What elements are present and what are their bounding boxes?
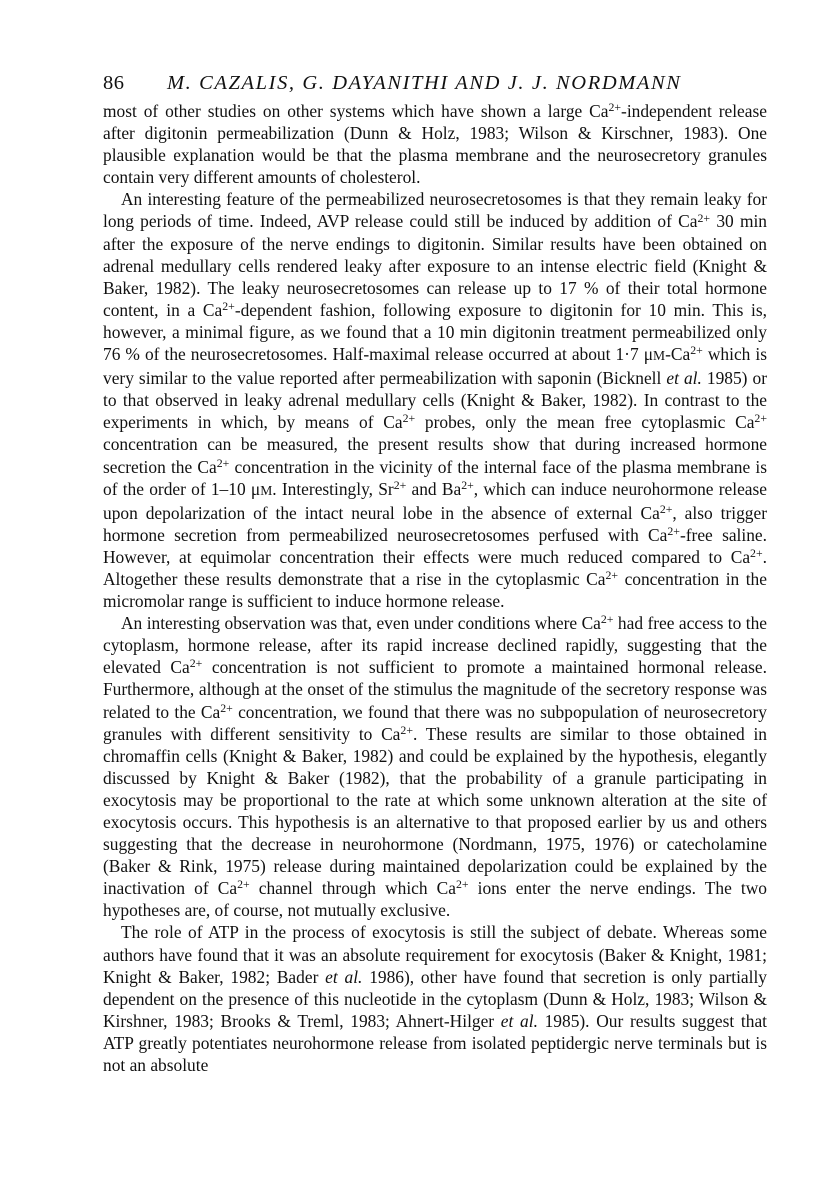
paragraph-4: The role of ATP in the process of exocytosis is still the subject of debate. Whereas some authors have found that it was an absolute requirement for exocytosis (Baker & Knight, 1981; Knight & Baker, 1982; Bader et al. 1986), other have found that secretion is only partially dependent on the presence of this nucleotide in the cytoplasm (Dunn & Holz, 1983; Wilson & Kirshner, 1983; Brooks & Treml, 1983; Ahnert-Hilger et al. 1985). Our results suggest that ATP greatly potentiates neurohormone release from isolated peptidergic nerve terminals but is not an absolute <box>103 922 767 1076</box>
running-head: M. CAZALIS, G. DAYANITHI AND J. J. NORDMANN <box>167 72 682 94</box>
paragraph-3: An interesting observation was that, even under conditions where $Ca^{2+}$ had free access to the cytoplasm, hormone release, after its rapid increase declined rapidly, suggesting that the elevated $Ca^{2+}$ concentration is not sufficient to promote a maintained hormonal release. Furthermore, although at the onset of the stimulus the magnitude of the secretory response was related to the $Ca^{2+}$ concentration, we found that there was no subpopulation of neurosecretory granules with different sensitivity to $Ca^{2+}$. These results are similar to those obtained in chromaffin cells (Knight & Baker, 1982) and could be explained by the hypothesis, elegantly discussed by Knight & Baker (1982), that the probability of a granule participating in exocytosis may be proportional to the rate at which some unknown alteration at the site of exocytosis occurs. This hypothesis is an alternative to that proposed earlier by us and others suggesting that the decrease in neurohormone (Nordmann, 1975, 1976) or catecholamine (Baker & Rink, 1975) release during maintained depolarization could be explained by the inactivation of $Ca^{2+}$ channel through which $Ca^{2+}$ ions enter the nerve endings. The two hypotheses are, of course, not mutually exclusive. <box>103 612 768 921</box>
document-page <box>103 70 767 1076</box>
paragraph-2: An interesting feature of the permeabilized neurosecretosomes is that they remain leaky for long periods of time. Indeed, AVP release could still be induced by addition of $Ca^{2+}$ 30 min after the exposure of the nerve endings to digitonin. Similar results have been obtained on adrenal medullary cells rendered leaky after exposure to an intense electric field (Knight & Baker, 1982). The leaky neurosecretosomes can release up to 17 % of their total hormone content, in a $Ca^{2+}$-dependent fashion, following exposure to digitonin for 10 min. This is, however, a minimal figure, as we found that a 10 min digitonin treatment permeabilized only 76 % of the neurosecretosomes. Half-maximal release occurred at about 1·7 $\mu M-Ca^{2+}$ which is very similar to the value reported after permeabilization with saponin (Bicknell et al. 1985) or to that observed in leaky adrenal medullary cells (Knight & Baker, 1982). In contrast to the experiments in which, by means of $Ca^{2+}$ probes, only the mean free cytoplasmic $Ca^{2+}$ concentration can be measured, the present results show that during increased hormone secretion the $Ca^{2+}$ concentration in the vicinity of the internal face of the plasma membrane is of the order of 1–10 μM. Interestingly, $Sr^{2+}$ and $Ba^{2+}$, which can induce neurohormone release upon depolarization of the intact neural lobe in the absence of external $Ca^{2+}$, also trigger hormone secretion from permeabilized neurosecretosomes perfused with $Ca^{2+}$-free saline. However, at equimolar concentration their effects were much reduced compared to $Ca^{2+}$. Altogether these results demonstrate that a rise in the cytoplasmic $Ca^{2+}$ concentration in the micromolar range is sufficient to induce hormone release. <box>103 189 768 612</box>
page-number: 86 <box>103 72 125 94</box>
paragraph-1: most of other studies on other systems which have shown a large $Ca^{2+}$-independent release after digitonin permeabilization (Dunn & Holz, 1983; Wilson & Kirschner, 1983). One plausible explanation would be that the plasma membrane and the neurosecretory granules contain very different amounts of cholesterol. <box>103 100 767 188</box>
page-header <box>103 70 767 100</box>
